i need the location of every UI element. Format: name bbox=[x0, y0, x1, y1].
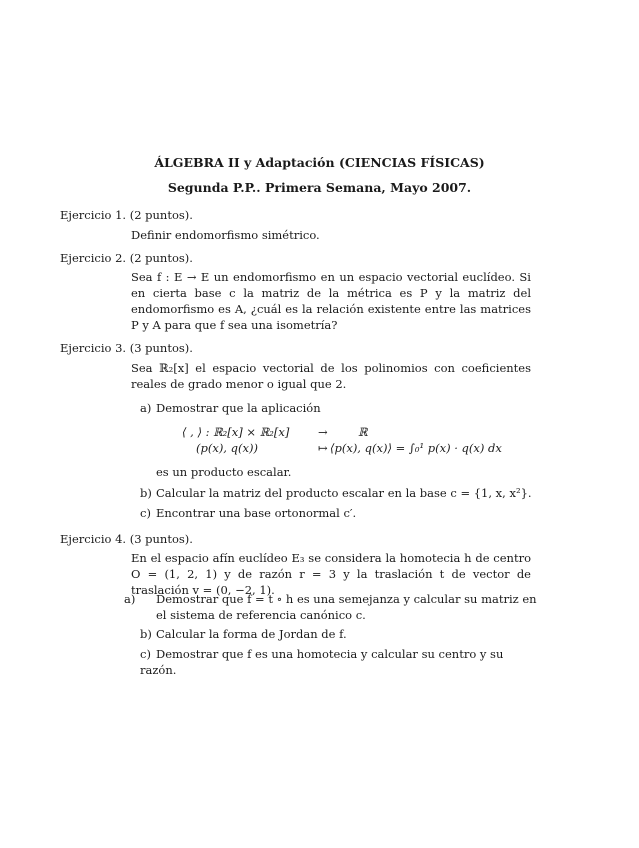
exercise-3-text: Sea ℝ₂[x] el espacio vectorial de los polinomios con coeficientes reales de grado menor o igual que 2. bbox=[131, 361, 531, 391]
item-label: b) bbox=[140, 627, 152, 641]
exercise-1-heading: Ejercicio 1. (2 puntos). bbox=[60, 208, 193, 222]
exercise-3-item-c bbox=[140, 505, 532, 521]
exam-subtitle: Segunda P.P.. Primera Semana, Mayo 2007. bbox=[167, 180, 472, 195]
item-text: Demostrar que la aplicación bbox=[156, 401, 321, 415]
item-label: a) bbox=[124, 592, 136, 606]
exercise-4-text: En el espacio afín euclídeo E₃ se considera la homotecia h de centro O = (1, 2, 1) y de razón r = 3 y la traslación t de vector de traslación v = (0, −2, 1). bbox=[131, 551, 531, 597]
exercise-4-heading: Ejercicio 4. (3 puntos). bbox=[60, 532, 193, 546]
item-label: c) bbox=[140, 506, 151, 520]
exercise-3-item-b bbox=[140, 485, 532, 501]
exercise-2-text: Sea f : E → E un endomorfismo en un espacio vectorial euclídeo. Si en cierta base c la matriz de la métrica es P y la matriz del endomorfismo es A, ¿cuál es la relación existente entre las matrices P y A para que f sea una isometría? bbox=[131, 270, 531, 332]
item-text: Calcular la forma de Jordan de f. bbox=[156, 627, 347, 641]
exercise-3-item-a-cont bbox=[140, 464, 532, 480]
exercise-4-item-c bbox=[140, 646, 532, 678]
formula-codomain: ℝ bbox=[358, 425, 368, 439]
formula-arrow-1: → bbox=[318, 425, 328, 439]
exercise-4-item-a bbox=[124, 591, 548, 623]
item-text: es un producto escalar. bbox=[156, 465, 292, 479]
exercise-3-item-a bbox=[140, 400, 532, 416]
item-text: Encontrar una base ortonormal c′. bbox=[156, 506, 357, 520]
item-text: Calcular la matriz del producto escalar en la base c = {1, x, x²}. bbox=[156, 486, 532, 500]
exercise-4-item-b bbox=[140, 626, 532, 642]
item-label: c) bbox=[140, 647, 151, 661]
formula-definition: ⟨p(x), q(x)⟩ = ∫₀¹ p(x) · q(x) dx bbox=[330, 441, 502, 455]
item-label: b) bbox=[140, 486, 152, 500]
exercise-1-text: Definir endomorfismo simétrico. bbox=[131, 228, 320, 242]
exam-title: ÁLGEBRA II y Adaptación (CIENCIAS FÍSICAS) bbox=[154, 155, 485, 170]
formula-pair: (p(x), q(x)) bbox=[196, 441, 258, 455]
item-text: Demostrar que f = t ∘ h es una semejanza y calcular su matriz en el sistema de referencia canónico c. bbox=[156, 592, 537, 622]
exercise-2-heading: Ejercicio 2. (2 puntos). bbox=[60, 251, 193, 265]
formula-domain: ⟨ , ⟩ : ℝ₂[x] × ℝ₂[x] bbox=[182, 425, 290, 439]
formula-arrow-2: ↦ bbox=[318, 441, 328, 455]
item-label: a) bbox=[140, 401, 152, 415]
item-text: Demostrar que f es una homotecia y calcular su centro y su razón. bbox=[140, 647, 504, 677]
exercise-3-heading: Ejercicio 3. (3 puntos). bbox=[60, 341, 193, 355]
